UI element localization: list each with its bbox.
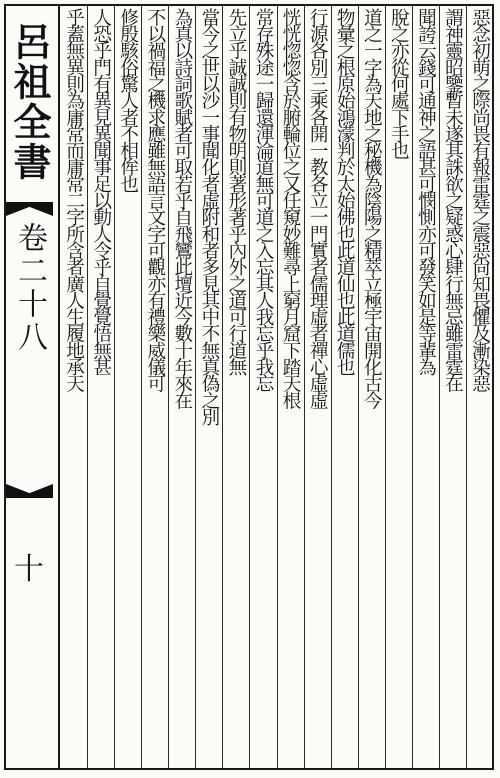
text-column: 人恐乎門有異見異聞事足以動人令乎自覺覺悟無甚 — [90, 8, 112, 375]
text-column: 為真以詩詞歌賦者可取若乎自飛鸞此壇近今數十年來在 — [171, 8, 193, 408]
column-rule — [331, 6, 332, 768]
column-rule — [412, 6, 413, 768]
text-column: 常存殊途一歸還渾淪道無可道之入忘其人我忘乎我忘 — [253, 8, 274, 391]
text-column: 行源各別三乘各開一教各立一門實者儒理虛者禪心虛虛 — [307, 8, 329, 408]
fishtail-mark-top — [6, 202, 53, 216]
text-column: 物彙之根原始鴻濛判於太始佛也此道仙也此道儒也 — [334, 8, 356, 375]
column-rule — [195, 6, 196, 768]
column-rule — [222, 6, 223, 768]
column-rule — [304, 6, 305, 768]
text-column: 修殷駭俗驚人者不相侔也 — [117, 8, 139, 192]
book-title: 呂祖全書 — [7, 22, 52, 182]
column-rule — [385, 6, 386, 768]
page-number: 十 — [14, 552, 44, 587]
column-rule — [466, 6, 467, 768]
text-column: 乎蓋無異則為庸常而庸常二字所含者廣人生履地承天 — [63, 8, 85, 391]
column-rule — [87, 6, 88, 768]
column-rule — [439, 6, 440, 768]
text-column: 先立乎誠誠則有物明則著形著乎內外之道可行道無 — [225, 8, 247, 375]
text-column: 當今之世以沙一事聞化者虛附和者多見其中不無真偽之別 — [198, 8, 220, 425]
volume-label: 卷二十八 — [12, 222, 47, 354]
text-column: 道之一字為天地之秘機為陰陽之精萃立極宇宙開化古今 — [361, 8, 383, 408]
text-column: 惡念初萌之際尚畏有報雷霆之震惡尙知畏懼及漸染惡 — [469, 8, 491, 391]
column-rule — [141, 6, 142, 768]
fishtail-mark-bottom — [6, 484, 53, 498]
column-rule — [358, 6, 359, 768]
text-column: 恍恍惚惚含於腑輪位之又任窺妙難尋上窮月窟下踏天根 — [280, 8, 302, 408]
text-column: 不以禍福之機求應雖無語言文字可觀亦有禮樂威儀可 — [144, 8, 166, 391]
column-rule — [277, 6, 278, 768]
column-rule — [168, 6, 169, 768]
text-column: 謂神靈昭鑒暫未遂其誅欲之疑惑心肆行無忌雖雷霆在 — [442, 8, 464, 391]
text-column: 聞誇云錢可通神之語甚可憫惻亦可發笑如是等輩為 — [415, 8, 437, 375]
column-rule — [249, 6, 250, 768]
page-spine — [0, 4, 60, 770]
column-rule — [114, 6, 115, 768]
text-column: 脫之亦從何處下手也 — [388, 8, 410, 158]
